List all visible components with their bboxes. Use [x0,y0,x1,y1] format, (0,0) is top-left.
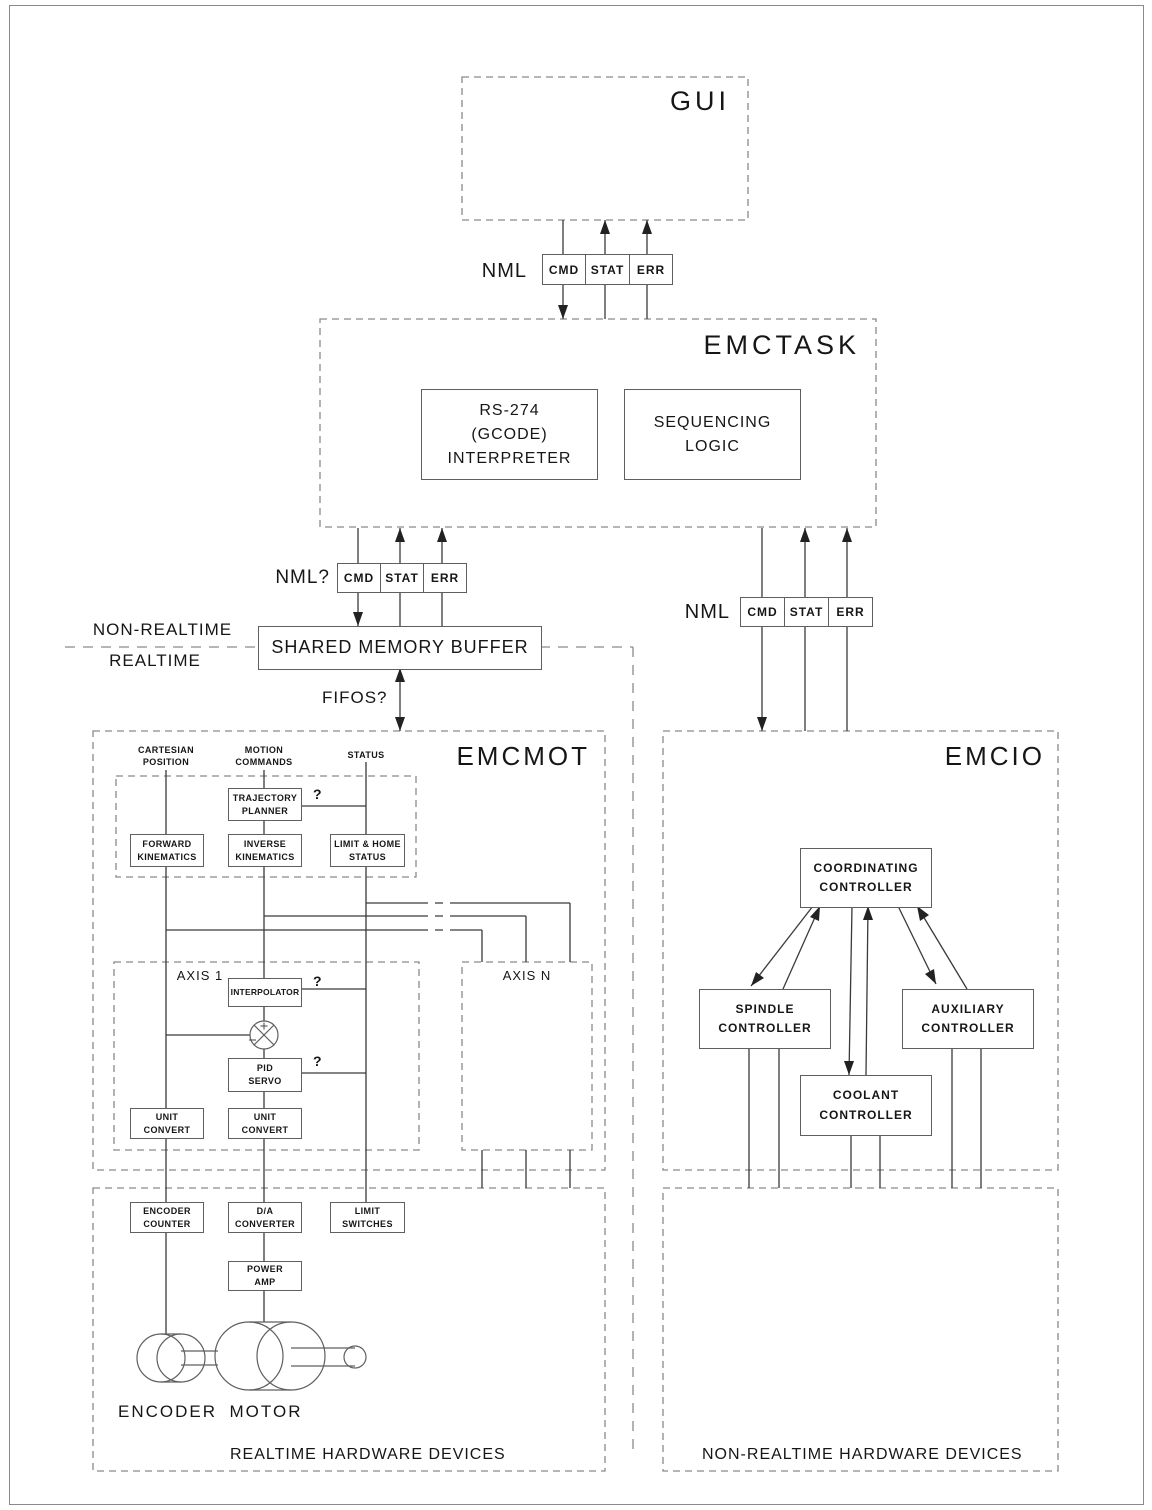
interpolator-box: INTERPOLATOR [228,978,302,1007]
label-line: SERVO [248,1076,282,1086]
label-line: ENCODER [143,1205,191,1216]
nml-top-stat-box: STAT [585,254,630,285]
label-line: COMMANDS [235,757,293,768]
realtime-boundary-label: REALTIME [109,651,201,670]
encoder-icon [137,1334,218,1382]
status-label: STATUS [347,750,385,760]
forward-kinematics-box [130,834,204,867]
label-line: SPINDLE [735,1001,795,1016]
nml-top-cmd-box: CMD [542,254,586,285]
label-line: COORDINATING [813,860,919,875]
gcode-interpreter-box [421,389,598,480]
pid-servo-box [228,1058,302,1092]
connection-lines [166,220,981,1334]
axisn-label: AXIS N [502,968,552,983]
branch-continuation-dashes [420,903,458,930]
label-line: POWER [246,1264,283,1275]
label-line: KINEMATICS [137,851,197,862]
motor-icon [215,1322,366,1390]
encoder-label: ENCODER [118,1402,218,1421]
label-line: INVERSE [243,838,287,849]
label-line: CONTROLLER [819,1107,913,1122]
motion-commands-label [219,744,309,768]
nml-right-cmd-box: CMD [740,597,785,627]
nml-top-group [542,254,673,285]
emctask-title: EMCTASK [703,330,860,360]
label-line: LIMIT [354,1205,381,1216]
power-amp-box [228,1261,302,1291]
label-line: COUNTER [143,1218,191,1229]
label-line: AUXILIARY [931,1001,1005,1016]
nml-right-err-box: ERR [828,597,873,627]
label-line: SWITCHES [342,1218,393,1229]
unit-convert-feedback-box [130,1108,204,1139]
label-line: CONTROLLER [921,1021,1015,1035]
label-line: FORWARD [142,838,192,849]
label-line: CONVERT [241,1124,289,1135]
shared-memory-buffer-box: SHARED MEMORY BUFFER [258,626,542,670]
realtime-hardware-title: REALTIME HARDWARE DEVICES [230,1446,506,1463]
label-line: POSITION [142,757,190,768]
trajectory-question-mark: ? [313,786,322,802]
label-line: RS-274 [479,401,540,419]
auxiliary-controller-box [902,989,1034,1049]
nonrealtime-hardware-box-outline [663,1188,1058,1471]
nml-right-label: NML [684,601,730,623]
label-line: CONTROLLER [819,880,913,894]
label-line: UNIT [155,1111,179,1122]
gui-title: GUI [669,86,730,116]
interpolator-question-mark: ? [313,973,322,989]
da-converter-box [228,1202,302,1233]
nml-mid-label: NML? [275,567,330,588]
axisn-box-outline [462,962,592,1150]
nml-mid-stat-box: STAT [380,563,424,593]
emcmot-box-outline [93,731,605,1170]
emcmot-title: EMCMOT [456,741,590,771]
nml-top-label: NML [481,260,527,282]
motor-label: MOTOR [229,1402,303,1421]
fifos-label: FIFOS? [322,688,388,707]
nonrealtime-hardware-title: NON-REALTIME HARDWARE DEVICES [702,1446,1023,1463]
spindle-controller-box [699,989,831,1049]
label-line: COOLANT [832,1088,900,1103]
unit-convert-output-box [228,1108,302,1139]
axis1-label: AXIS 1 [176,968,224,983]
label-line: AMP [254,1277,276,1287]
nml-right-group [740,597,873,627]
nml-right-stat-box: STAT [784,597,829,627]
label-line: D/A [256,1205,274,1216]
coordinating-controller-box [800,848,932,908]
label-line: STATUS [348,851,387,862]
summing-junction-icon [249,1021,278,1049]
pid-question-mark: ? [313,1053,322,1069]
label-line: INTERPRETER [447,449,572,467]
label-line: CONTROLLER [718,1021,812,1035]
inverse-kinematics-box [228,834,302,867]
nml-mid-err-box: ERR [423,563,467,593]
label-line: CONVERT [143,1124,191,1135]
nml-mid-cmd-box: CMD [337,563,381,593]
coolant-controller-box [800,1075,932,1136]
label-line: MOTION [244,745,284,755]
label-line: PLANNER [241,805,289,816]
limit-home-status-box [330,834,405,867]
cartesian-position-label [121,744,211,768]
label-line: SEQUENCING [653,413,772,431]
nml-top-err-box: ERR [629,254,673,285]
encoder-counter-box [130,1202,204,1233]
limit-switches-box [330,1202,405,1233]
label-line: LOGIC [685,437,740,455]
label-line: LIMIT & HOME [334,838,401,849]
trajectory-planner-box [228,788,302,821]
label-line: PID [256,1063,274,1074]
sequencing-logic-box [624,389,801,480]
label-line: CONVERTER [234,1218,296,1229]
label-line: UNIT [253,1111,277,1122]
emcio-title: EMCIO [944,741,1045,771]
label-line: TRAJECTORY [232,792,298,803]
label-line: (GCODE) [471,425,548,443]
non-realtime-boundary-label: NON-REALTIME [92,620,233,639]
nml-mid-group [337,563,467,593]
label-line: KINEMATICS [235,851,295,862]
label-line: CARTESIAN [137,745,195,755]
